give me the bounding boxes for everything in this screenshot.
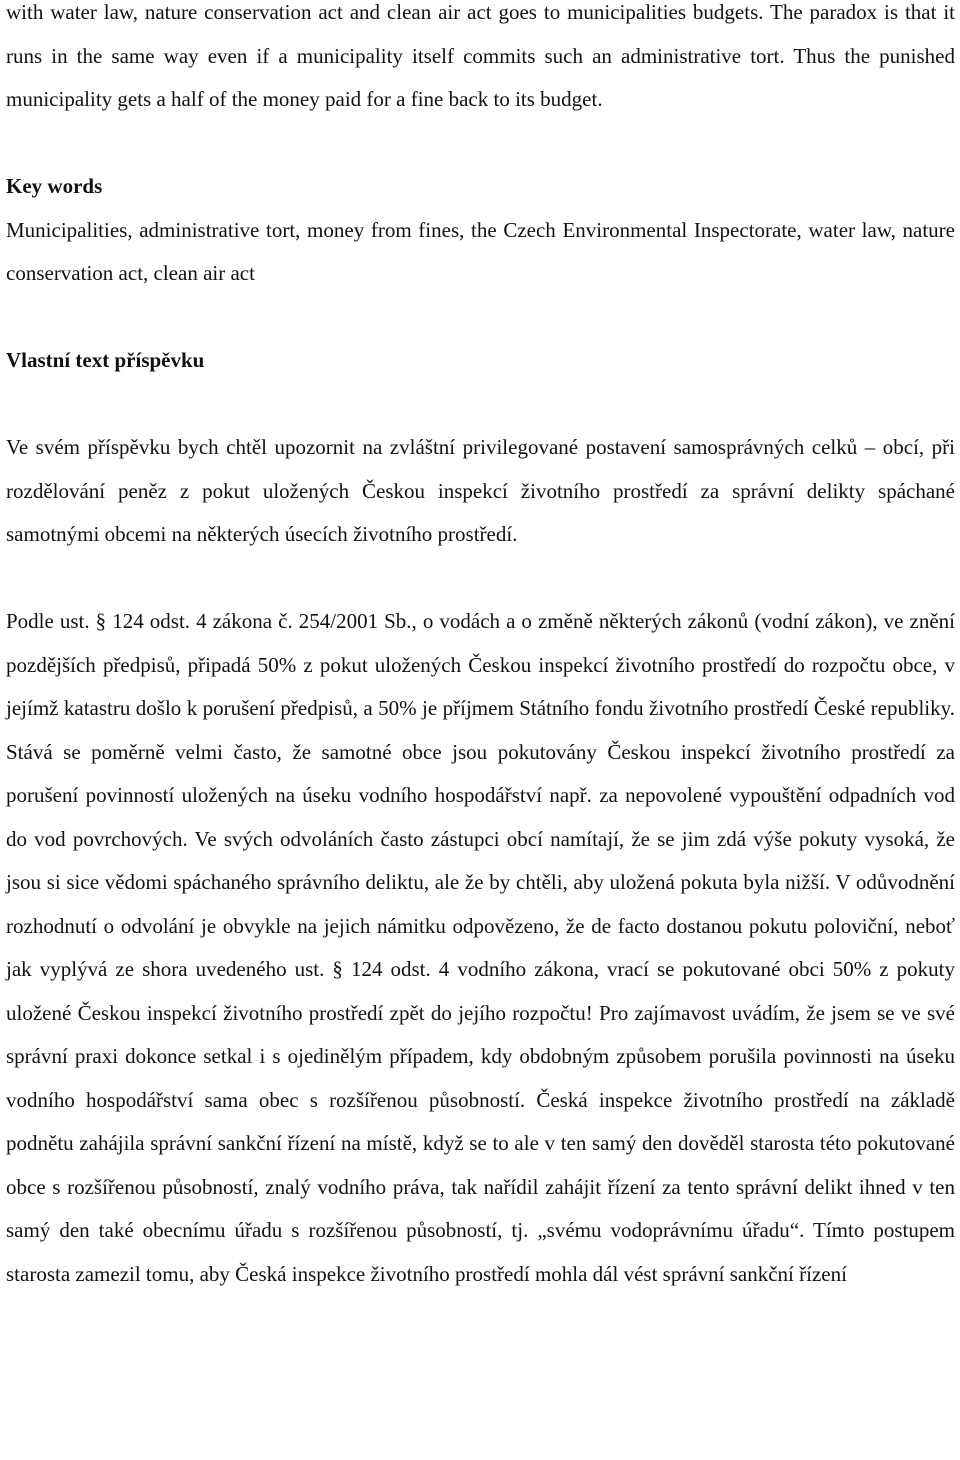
spacer — [6, 296, 955, 340]
paragraph-1: Ve svém příspěvku bych chtěl upozornit na zvláštní privilegované postavení samosprávných celků – obcí, při rozdělování peněz z pokut uložených Českou inspekcí životního prostředí za správní delikty spáchané samotnými obcemi na některých úsecích životního prostředí. — [6, 435, 955, 546]
spacer — [6, 383, 955, 427]
keywords-text: Municipalities, administrative tort, money from fines, the Czech Environmental Inspectorate, water law, nature conservation act, clean air act — [6, 217, 955, 285]
spacer — [6, 557, 955, 601]
document-page — [6, 0, 955, 1296]
body-heading: Vlastní text příspěvku — [6, 348, 205, 372]
spacer — [6, 122, 955, 166]
paragraph-2: Podle ust. § 124 odst. 4 zákona č. 254/2001 Sb., o vodách a o změně některých zákonů (vodní zákon), ve znění pozdějších předpisů, připadá 50% z pokut uložených Českou inspekcí životního prostředí do rozpočtu obce, v jejímž katastru došlo k porušení předpisů, a 50% je příjmem Státního fondu životního prostředí České republiky. Stává se poměrně velmi často, že samotné obce jsou pokutovány Českou inspekcí životního prostředí za porušení povinností uložených na úseku vodního hospodářství např. za nepovolené vypouštění odpadních vod do vod povrchových. Ve svých odvoláních často zástupci obcí namítají, že se jim zdá výše pokuty vysoká, že jsou si sice vědomi spáchaného správního deliktu, ale že by chtěli, aby uložená pokuta byla nižší. V odůvodnění rozhodnutí o odvolání je obvykle na jejich námitku odpovězeno, že de facto dostanou pokutu poloviční, neboť jak vyplývá ze shora uvedeného ust. § 124 odst. 4 vodního zákona, vrací se pokutované obci 50% z pokuty uložené Českou inspekcí životního prostředí zpět do jejího rozpočtu! Pro zajímavost uvádím, že jsem se ve své správní praxi dokonce setkal i s ojedinělým případem, kdy obdobným způsobem porušila povinnosti na úseku vodního hospodářství sama obec s rozšířenou působností. Česká inspekce životního prostředí na základě podnětu zahájila správní sankční řízení na místě, když se to ale v ten samý den dověděl starosta této pokutované obce s rozšířenou působností, znalý vodního práva, tak nařídil zahájit řízení za tento správní delikt ihned v ten samý den také obecnímu úřadu s rozšířenou působností, tj. „svému vodoprávnímu úřadu“. Tímto postupem starosta zamezil tomu, aby Česká inspekce životního prostředí mohla dál vést správní sankční řízení — [6, 609, 955, 1286]
keywords-heading: Key words — [6, 174, 103, 198]
abstract-tail: with water law, nature conservation act and clean air act goes to municipalities budgets. The paradox is that it runs in the same way even if a municipality itself commits such an administrative tort. Thus the punished municipality gets a half of the money paid for a fine back to its budget. — [6, 0, 955, 111]
